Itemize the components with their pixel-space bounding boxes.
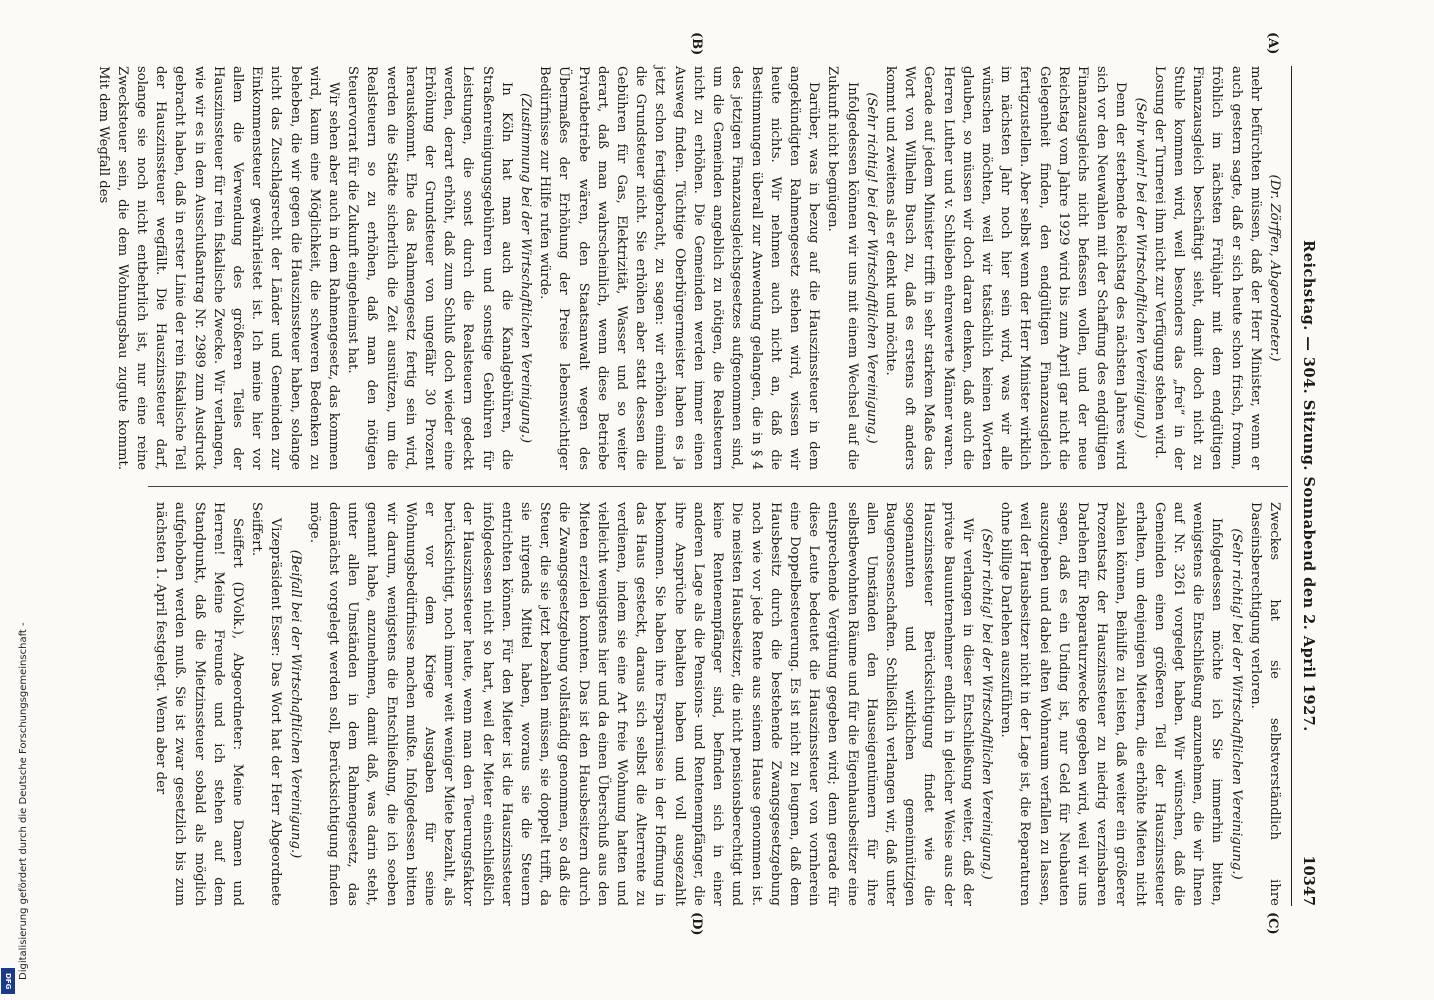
paragraph: Infolgedessen möchte ich Sie immerhin bitten, wenigstens die Entschließung anzunehmen, die wir Ihnen auf Nr. 3261 vorgelegt haben. Wir wünschen, daß die Gemeinden einen größeren Teil der Hauszinssteuer erhalten, um denjenigen Mietern, die erhöhte Mieten nicht zahlen können, Beihilfe zu leisten, daß weiter ein größerer Prozentsatz der Hauszinssteuer zu niedrig verzinsbaren Darlehen für Reparaturzwecke gegeben wird, weil wir uns sagen, daß es ein Unding ist, nur Geld für Neubauten auszugeben und dabei alten Wohnraum verfallen zu lassen, weil der Hausbesitzer nicht in der Lage ist, die Reparaturen ohne billige Darlehen auszuführen. <box>998 502 1225 906</box>
paragraph: Darüber, was in bezug auf die Hauszinssteuer in dem angekündigten Rahmengesetz stehen wird, wissen wir heute nichts. Wir nehmen auch nicht an, daß die Bestimmungen überall zur Anwendung gelangen, die in § 4 des jetzigen Finanzausgleichsgesetzes aufgenommen sind, um die Gemeinden angeblich zu nötigen, die Realsteuern nicht zu erhöhen. Die Gemeinden werden immer einen Ausweg finden. Tüchtige Oberbürgermeister haben es ja jetzt schon fertiggebracht, zu sagen: wir erhöhen einmal die Grundsteuer nicht. Sie erhöhen aber statt dessen die Gebühren für Gas, Elektrizität, Wasser und so weiter derart, daß man wahrscheinlich, wenn diese Betriebe Privatbetriebe wären, den Staatsanwalt wegen des Übermaßes der Erhöhung der Preise lebenswichtiger Bedürfnisse zur Hilfe rufen würde. <box>537 66 822 470</box>
digitization-credit <box>4 20 29 980</box>
right-column <box>154 502 1284 906</box>
page-header <box>1290 66 1318 906</box>
paragraph: Wir verlangen in dieser Entschließung weiter, daß der private Bauunternehmer endlich in gleicher Weise aus der Hauszinssteuer Berücksichtigung findet wie die sogenannten und wirklichen gemeinnützigen Baugenossenschaften. Schließlich verlangen wir, daß unter allen Umständen den Hauseigentümern für ihre selbstbewohnten Räume und für die Eigenhausbesitzer eine entsprechende Vergütung gegeben wird; denn gerade für diese Leute bedeutet die Hauszinssteuer von vornherein eine Doppelbesteuerung. Es ist nicht zu leugnen, daß dem Hausbesitz durch die bestehende Zwangsgesetzgebung noch wie vor jede Rente aus seinem Hause genommen ist. Die meisten Hausbesitzer, die nicht pensionsberechtigt und keine Rentenempfänger sind, befinden sich in einer anderen Lage als die Pensions- und Rentenempfänger, die ihre Ansprüche behalten haben und voll ausgezahlt bekommen. Sie haben ihre Ersparnisse in der Hoffnung in das Haus gesteckt, daraus sich selbst die Alterrente zu verdienen, indem sie eine Art freie Wohnung hatten und vielleicht wenigstens hier und da einen Überschuß aus den Mieten erzielen konnten. Das ist den Hausbesitzern durch die Zwangsgesetzgebung vollständig genommen, so daß die Steuer, die sie jetzt bezahlen müssen, sie doppelt trifft, da sie nirgends Mittel haben, woraus sie die Steuern entrichten können. Für den Mieter ist die Hauszinssteuer infolgedessen nicht so hart, weil der Mieter einschließlich der Hauszinssteuer heute, wenn man den Teuerungsfaktor berücksichtigt, noch immer weit weniger Miete bezahlt, als er vor dem Kriege Ausgaben für seine Wohnungsbedürfnisse machen mußte. Infolgedessen bitten wir darum, wenigstens die Entschließung, die ich soeben genannt habe, anzunehmen, damit daß, was darin steht, unter allen Umständen in dem Rahmengesetz, das demnächst vorgelegt werden soll, Berücksichtigung finden möge. <box>306 502 975 906</box>
paragraph: Zweckes hat sie selbstverständlich ihre Daseinsberechtigung verloren. <box>1247 502 1282 906</box>
dfg-logo: DFG <box>1 968 15 994</box>
credit-text: Digitalisierung gefördert durch die Deutsche Forschungsgemeinschaft - <box>18 622 29 980</box>
remark: (Sehr wahr! bei der Wirtschaftlichen Vereinigung.) <box>1132 97 1148 439</box>
remark: (Zustimmung bei der Wirtschaftlichen Vereinigung.) <box>518 92 534 444</box>
paragraph: Infolgedessen können wir uns mit einem Wechsel auf die Zukunft nicht begnügen. <box>825 66 860 470</box>
remark: (Sehr richtig! bei der Wirtschaftlichen Vereinigung.) <box>978 528 994 880</box>
rotated-page-content <box>95 32 1318 936</box>
column-divider <box>148 486 1288 487</box>
paragraph: Wir sehen aber auch in dem Rahmengesetz, das kommen wird, kaum eine Möglichkeit, die schweren Bedenken zu beheben, die wir gegen die Hauszinssteuer haben, solange nicht das Zuschlagsrecht der Länder und Gemeinden zur Einkommensteuer gewährleistet ist. Ich meine hier vor allem die Verwendung des größeren Teiles der Hauszinssteuer für rein fiskalische Zwecke. Wir verlangen, wie wir es in dem Ausschußantrag Nr. 2989 zum Ausdruck gebracht haben, daß in erster Linie der rein fiskalische Teil der Hauszinssteuer wegfällt. Die Hauszinssteuer darf, solange sie noch nicht entbehrlich ist, nur eine reine Zwecksteuer sein, die dem Wohnungsbau zugute kommt. Mit dem Wegfall des <box>95 66 342 470</box>
paragraph: mehr befürchten müssen, daß der Herr Minister, wenn er auch gestern sagte, daß er sich heute schon frisch, fromm, fröhlich im nächsten Frühjahr mit dem endgültigen Finanzausgleich beschäftigt sieht, damit doch nicht zu Stuhle kommen wird, weil besonders das „frei“ in der Losung der Turnerei ihm nicht zur Verfügung stehen wird. <box>1151 66 1263 470</box>
remark: (Sehr richtig! bei der Wirtschaftlichen Vereinigung.) <box>863 92 879 444</box>
paragraph: In Köln hat man auch die Kanalgebühren, die Straßenreinigungsgebühren und sonstige Gebühren für Leistungen, die sonst durch die Realsteuern gedeckt werden, derart erhöht, daß zum Schluß doch wieder eine Erhöhung der Grundsteuer von ungefähr 30 Prozent herauskommt. Ehe das Rahmengesetz fertig sein wird, werden die Städte sicherlich die Zeit ausnützen, um die Realsteuern so zu erhöhen, daß man den nötigen Steuervorrat für die Zukunft eingeheimst hat. <box>345 66 514 470</box>
paragraph: Vizepräsident Esser: Das Wort hat der Herr Abgeordnete Seiffert. <box>249 502 284 906</box>
margin-marker-d: (D) <box>689 912 704 936</box>
remark: (Beifall bei der Wirtschaftlichen Vereinigung.) <box>287 549 303 859</box>
speaker-note: (Dr. Zörffen, Abgeordneter.) <box>1267 174 1282 362</box>
page-number: 10347 <box>1300 855 1317 906</box>
left-column <box>95 66 1284 470</box>
margin-marker-b: (B) <box>689 32 704 56</box>
paragraph: Seiffert (DVolk.), Abgeordneter: Meine Damen und Herren! Meine Freunde und ich stehen auf dem Standpunkt, daß die Mietzinssteuer sobald als möglich aufgehoben werden muß. Sie ist zwar gesetzlich bis zum nächsten 1. April festgelegt. Wenn aber der <box>153 502 246 906</box>
remark: (Sehr richtig! bei der Wirtschaftlichen Vereinigung.) <box>1228 528 1244 880</box>
header-rule <box>1291 66 1292 906</box>
margin-marker-a: (A) <box>1265 32 1280 55</box>
margin-marker-c: (C) <box>1265 912 1280 935</box>
page-header-title: Reichstag. — 304. Sitzung. Sonnabend den 2. April 1927. <box>1300 240 1317 732</box>
paragraph: Denn der sterbende Reichstag des nächsten Jahres wird sich vor den Neuwahlen mit der Schaffung des endgültigen Finanzausgleichs nicht befassen wollen, und der neue Reichstag vom Jahre 1929 wird bis zum April gar nicht die Gelegenheit finden, den endgültigen Finanzausgleich fertigzustellen. Aber selbst wenn der Herr Minister wirklich im nächsten Jahr noch hier sein wird, was wir alle wünschen möchten, weil wir tatsächlich keinen Worten glauben, so müssen wir doch daran denken, daß auch die Herren Luther und v. Schlieben ehrenwerte Männer waren. Gerade auf jedem Minister trifft in sehr starkem Maße das Wort von Wilhelm Busch zu, daß es erstens oft anders kommt und zweitens als er denkt und möchte. <box>882 66 1129 470</box>
